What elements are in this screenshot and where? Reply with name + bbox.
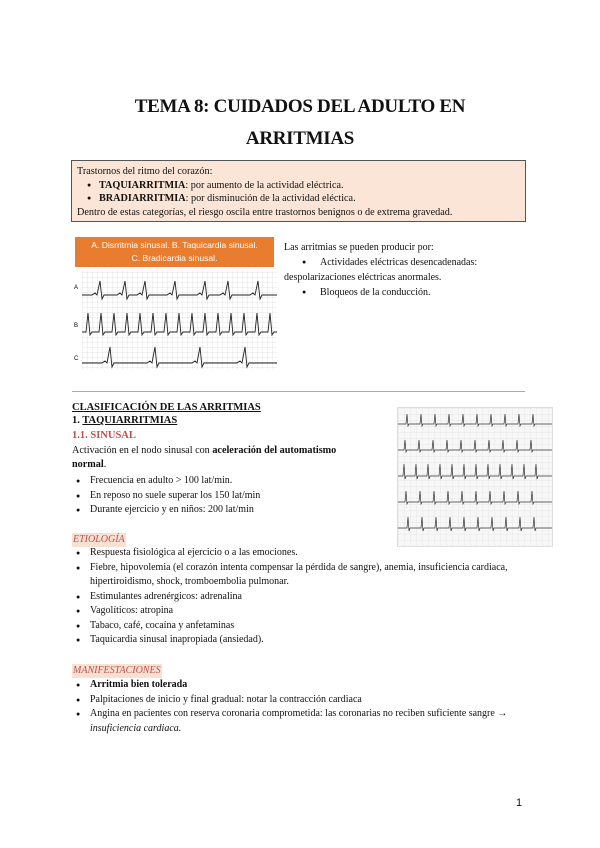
- page-number: 1: [516, 797, 523, 809]
- list-item: ● Fiebre, hipovolemia (el corazón intenta compensar la pérdida de sangre), anemia, insuficiencia cardiaca, hipertiroidismo, shock, tromboembolia pulmonar.: [72, 561, 527, 590]
- tachycardia-ecg-image: [397, 407, 553, 547]
- list-item: ● Frecuencia en adulto > 100 lat/min.: [72, 474, 527, 489]
- list-item: ● Vagolíticos: atropina: [72, 604, 527, 619]
- summary-note-box: [71, 160, 526, 222]
- ecg-figure: [72, 237, 277, 371]
- list-item: ● Arritmia bien tolerada: [72, 678, 527, 693]
- manifestaciones-heading: MANIFESTACIONES: [73, 665, 161, 676]
- list-item: ● Taquicardia sinusal inapropiada (ansiedad).: [72, 633, 527, 648]
- sinusal-heading: 1.1. SINUSAL: [72, 430, 136, 441]
- taquiarritmias-heading: 1. TAQUIARRITMIAS: [72, 415, 178, 426]
- causes-item-triggered: ● Actividades eléctricas desencadenadas:: [284, 255, 534, 270]
- classification-heading: CLASIFICACIÓN DE LAS ARRITMIAS: [72, 402, 261, 413]
- list-item: ● Tabaco, café, cocaína y anfetaminas: [72, 619, 527, 634]
- note-intro: Trastornos del ritmo del corazón:: [77, 166, 213, 177]
- ecg-strips-image: [72, 237, 277, 371]
- section-divider: [72, 391, 525, 392]
- list-item: ● En reposo no suele superar los 150 lat/min: [72, 489, 527, 504]
- ecg-label-c: C: [74, 356, 79, 362]
- page-title-line2: ARRITMIAS: [245, 128, 355, 149]
- causes-item-triggered-cont: despolarizaciones eléctricas anormales.: [284, 272, 442, 283]
- etiologia-heading: ETIOLOGÍA: [73, 534, 125, 545]
- causes-intro: Las arritmias se pueden producir por:: [284, 242, 434, 253]
- list-item: ● Respuesta fisiológica al ejercicio o a las emociones.: [72, 546, 527, 561]
- list-item: ● Angina en pacientes con reserva coronaria comprometida: las coronarias no reciben suficiente sangre → insuficiencia cardiaca.: [72, 707, 527, 736]
- list-item: ● Durante ejercicio y en niños: 200 lat/min: [72, 503, 527, 518]
- note-item-taquiarritmia: ● TAQUIARRITMIA: por aumento de la actividad eléctrica.: [77, 179, 520, 193]
- list-item: ● Estimulantes adrenérgicos: adrenalina: [72, 590, 527, 605]
- manifestaciones-list: [72, 678, 527, 736]
- page-title-line1: TEMA 8: CUIDADOS DEL ADULTO EN: [134, 96, 466, 117]
- ecg-figure-caption: A. Disrritmia sinusal. B. Taquicardia sinusal. C. Bradicardia sinusal.: [75, 237, 274, 267]
- sinusal-activation-text: Activación en el nodo sinusal con aceleración del automatismo normal.: [72, 445, 337, 470]
- arrhythmia-causes: [284, 240, 534, 300]
- ecg-label-a: A: [74, 285, 79, 291]
- causes-item-block: ● Bloqueos de la conducción.: [284, 285, 534, 300]
- note-outro: Dentro de estas categorías, el riesgo oscila entre trastornos benignos o de extrema gravedad.: [77, 206, 453, 218]
- ecg-label-b: B: [74, 323, 79, 329]
- note-item-bradiarritmia: ● BRADIARRITMIA: por disminución de la actividad eléctica.: [77, 192, 520, 206]
- list-item: ● Palpitaciones de inicio y final gradual: notar la contracción cardiaca: [72, 693, 527, 708]
- etiologia-list: [72, 546, 527, 648]
